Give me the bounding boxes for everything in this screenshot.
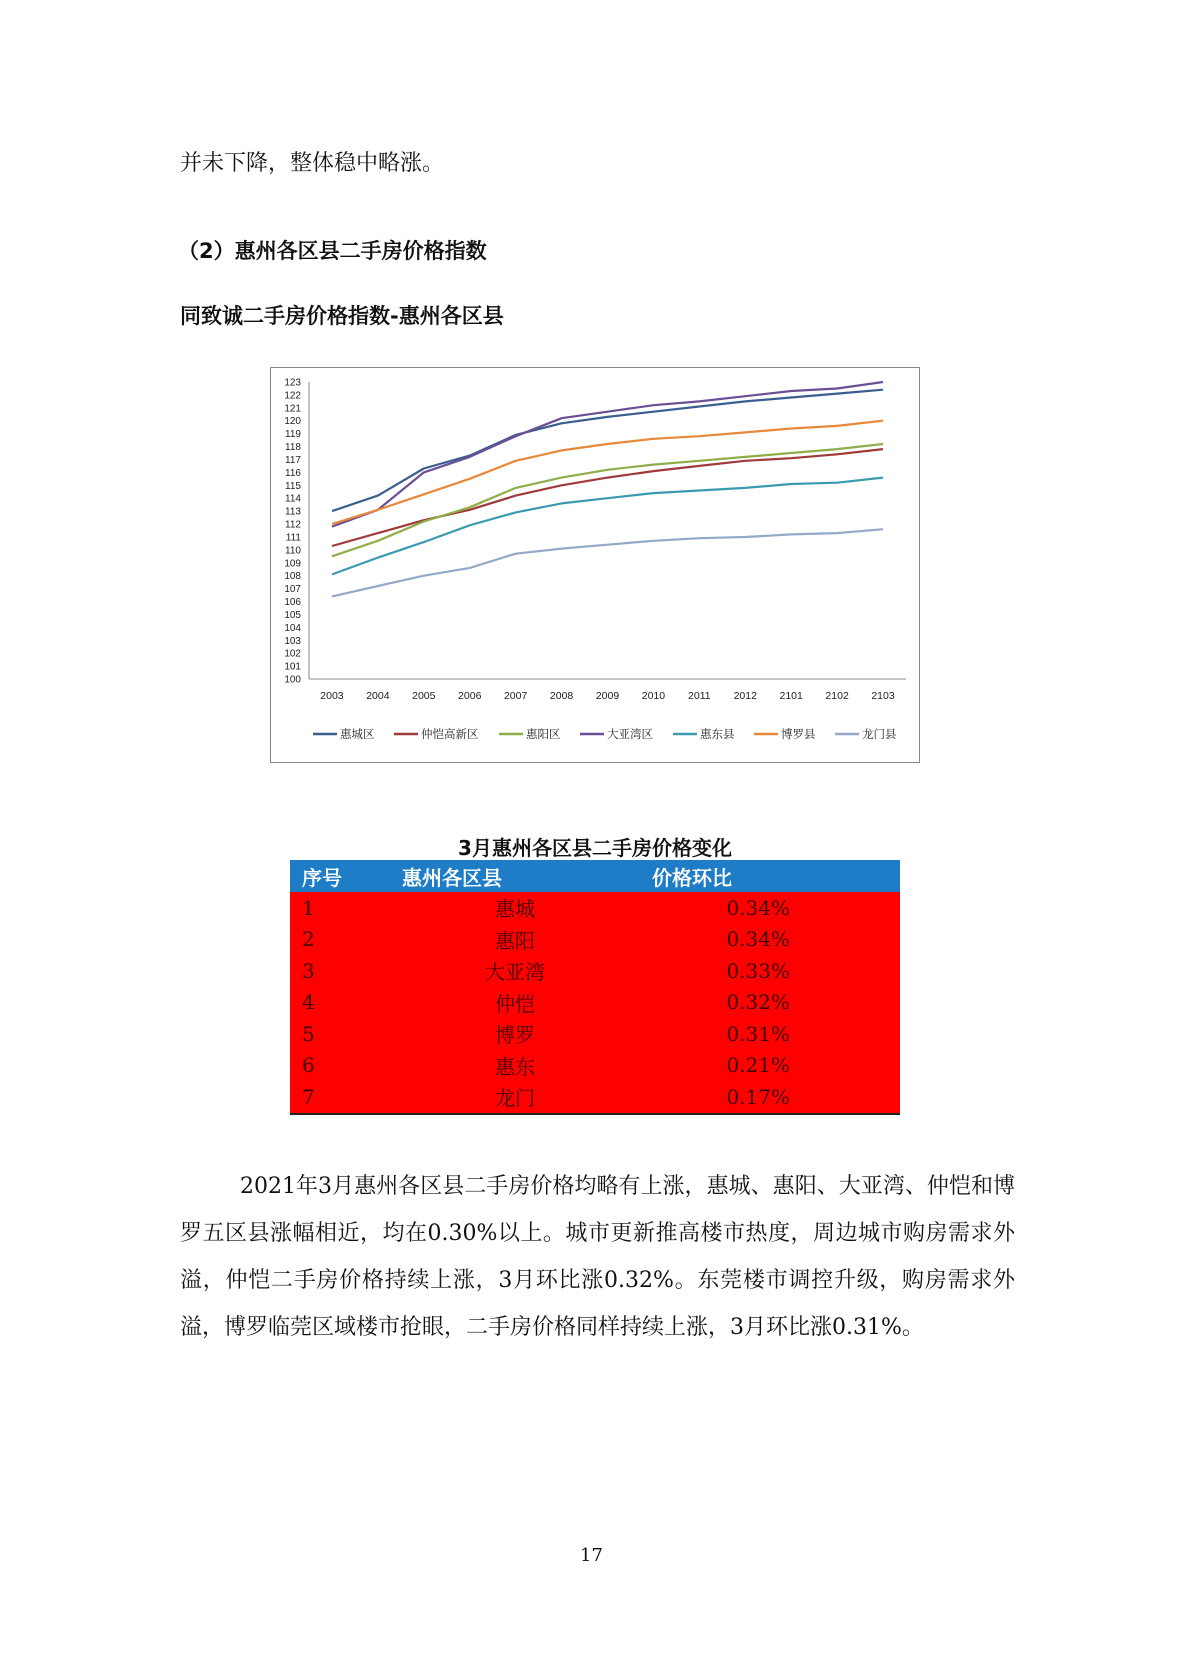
row-index: 5: [290, 1018, 390, 1050]
row-value: 0.34%: [640, 892, 900, 924]
legend-label: 龙门县: [862, 727, 897, 741]
line-chart-svg: [271, 368, 919, 762]
row-index: 1: [290, 892, 390, 924]
line-chart: [270, 367, 920, 763]
legend-label: 仲恺高新区: [421, 727, 479, 741]
row-index: 3: [290, 955, 390, 987]
y-tick-label: 100: [284, 674, 301, 686]
table-row: [290, 924, 900, 956]
legend-label: 大亚湾区: [607, 727, 653, 741]
row-district: 惠城: [390, 892, 640, 924]
x-tick-label: 2009: [595, 690, 620, 702]
paragraph-top: 并未下降，整体稳中略涨。: [180, 151, 445, 176]
series-line: [332, 444, 883, 556]
x-tick-labels: [320, 690, 895, 702]
x-tick-label: 2008: [549, 690, 574, 702]
y-tick-labels: [284, 378, 301, 686]
table-row: [290, 892, 900, 924]
y-tick-label: 123: [284, 377, 301, 389]
table-caption: 3月惠州各区县二手房价格变化: [458, 836, 732, 860]
row-value: 0.34%: [640, 924, 900, 956]
x-tick-label: 2004: [366, 690, 390, 702]
x-tick-label: 2006: [458, 690, 482, 702]
y-tick-label: 103: [284, 635, 301, 647]
header-mom-change: 价格环比: [640, 860, 900, 892]
legend-label: 惠阳区: [526, 727, 561, 741]
chart-heading: 同致诚二手房价格指数-惠州各区县: [180, 304, 504, 328]
x-tick-label: 2012: [733, 690, 757, 702]
row-district: 仲恺: [390, 987, 640, 1019]
y-tick-label: 101: [284, 661, 301, 673]
y-tick-label: 113: [285, 506, 301, 518]
header-index: 序号: [290, 860, 390, 892]
row-index: 2: [290, 924, 390, 956]
y-tick-label: 118: [285, 442, 301, 454]
row-value: 0.21%: [640, 1050, 900, 1082]
x-tick-label: 2010: [641, 690, 666, 702]
y-tick-label: 104: [284, 622, 301, 634]
row-district: 博罗: [390, 1018, 640, 1050]
y-tick-label: 116: [285, 467, 301, 479]
row-value: 0.33%: [640, 955, 900, 987]
table-row: [290, 1081, 900, 1114]
chart-legend: [313, 727, 897, 741]
row-district: 惠东: [390, 1050, 640, 1082]
section-subheading: （2）惠州各区县二手房价格指数: [178, 239, 487, 263]
x-tick-label: 2007: [503, 690, 528, 702]
row-value: 0.31%: [640, 1018, 900, 1050]
x-tick-label: 2003: [320, 690, 344, 702]
y-tick-label: 110: [285, 545, 301, 557]
series-line: [332, 529, 883, 596]
y-tick-label: 117: [285, 454, 301, 466]
x-tick-label: 2102: [825, 690, 849, 702]
legend-label: 惠东县: [700, 727, 735, 741]
table-row: [290, 1050, 900, 1082]
x-tick-label: 2011: [688, 690, 711, 702]
y-tick-label: 105: [284, 609, 301, 621]
y-tick-label: 102: [284, 648, 301, 660]
y-tick-label: 120: [284, 416, 301, 428]
paragraph-body: 2021年3月惠州各区县二手房价格均略有上涨，惠城、惠阳、大亚湾、仲恺和博罗五区县涨幅相近，均在0.30%以上。城市更新推高楼市热度，周边城市购房需求外溢，仲恺二手房价格持续上涨，3月环比涨0.32%。东莞楼市调控升级，购房需求外溢，博罗临莞区域楼市抢眼，二手房价格同样持续上涨，3月环比涨0.31%。: [180, 1174, 1015, 1340]
series-line: [332, 421, 883, 524]
y-tick-label: 107: [284, 584, 301, 596]
y-tick-label: 112: [285, 519, 301, 531]
price-change-table: [290, 860, 900, 1115]
page-number: 17: [580, 1545, 603, 1566]
row-value: 0.32%: [640, 987, 900, 1019]
row-index: 7: [290, 1081, 390, 1114]
row-district: 惠阳: [390, 924, 640, 956]
table-row: [290, 1018, 900, 1050]
y-tick-label: 115: [285, 480, 301, 492]
table-row: [290, 955, 900, 987]
legend-label: 博罗县: [781, 727, 816, 741]
legend-label: 惠城区: [340, 727, 375, 741]
y-tick-label: 106: [284, 597, 301, 609]
table-header-row: [290, 860, 900, 892]
row-value: 0.17%: [640, 1081, 900, 1114]
y-tick-label: 122: [284, 390, 301, 402]
x-tick-label: 2101: [779, 690, 803, 702]
table-row: [290, 987, 900, 1019]
y-tick-label: 119: [285, 429, 301, 441]
x-tick-label: 2005: [412, 690, 436, 702]
series-line: [332, 390, 883, 511]
row-index: 6: [290, 1050, 390, 1082]
y-tick-label: 114: [285, 493, 301, 505]
header-district: 惠州各区县: [390, 860, 640, 892]
y-tick-label: 111: [285, 532, 301, 544]
row-district: 龙门: [390, 1081, 640, 1114]
row-index: 4: [290, 987, 390, 1019]
y-tick-label: 108: [284, 571, 301, 583]
chart-series: [332, 382, 883, 596]
x-tick-label: 2103: [871, 690, 895, 702]
series-line: [332, 382, 883, 527]
y-tick-label: 121: [284, 403, 301, 415]
row-district: 大亚湾: [390, 955, 640, 987]
y-tick-label: 109: [284, 558, 301, 570]
